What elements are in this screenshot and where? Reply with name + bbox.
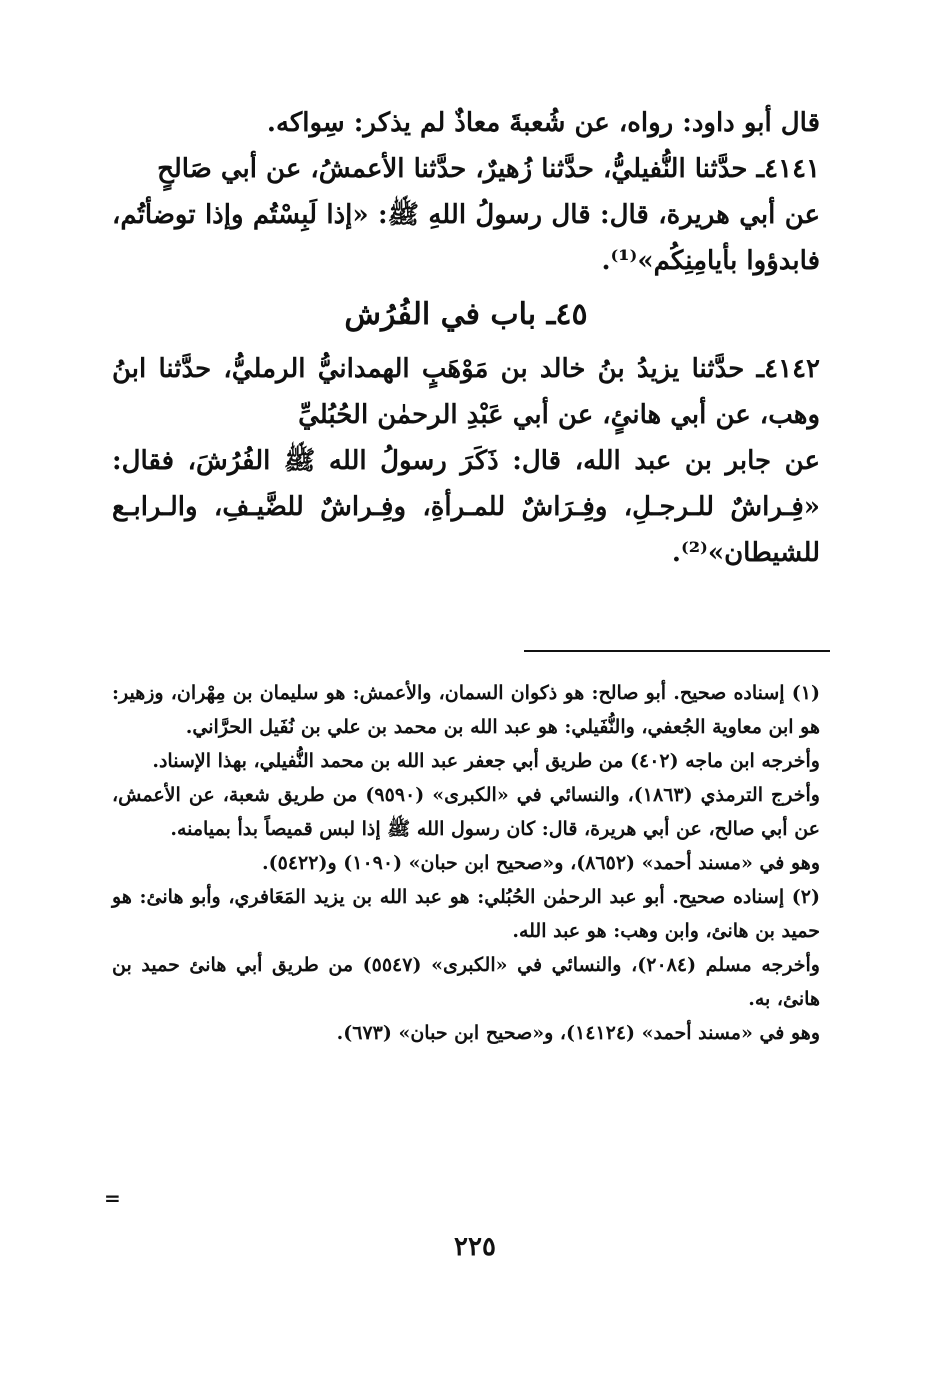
text-line: ٤١٤١ـ حدَّثنا النُّفيليُّ، حدَّثنا زُهيرٌ، حدَّثنا الأعمشُ، عن أبي صَالحٍ	[157, 154, 820, 184]
text-line: عن أبي هريرة، قال: قال رسولُ اللهِ ﷺ: «إذا لَبِسْتُم وإذا توضأتُم، فابدؤوا بأيامِنِكُم»⁽¹⁾.	[112, 200, 820, 276]
footnote-separator	[524, 650, 830, 652]
chapter-title: ٤٥ـ باب في الفُرُش	[344, 297, 588, 332]
footnote-paragraph: (٢) إسناده صحيح. أبو عبد الرحمٰن الحُبُلي: هو عبد الله بن يزيد المَعَافري، وأبو هانئ: هو حميد بن هانئ، وابن وهب: هو عبد الله.	[112, 886, 820, 942]
footnotes	[112, 676, 820, 1050]
hadith-paragraph: عن جابر بن عبد الله، قال: ذَكَرَ رسولُ الله ﷺ الفُرُشَ، فقال: «فِـراشٌ للـرجـلِ، وفِـرَاشٌ للمـرأةِ، وفِـراشٌ للضَّيـفِ، والـرابـع للشيطان»⁽²⁾.	[112, 446, 820, 568]
footnote-paragraph: وأخرجه ابن ماجه (٤٠٢) من طريق أبي جعفر عبد الله بن محمد النُّفيلي، بهذا الإسناد.	[152, 750, 820, 772]
continuation-mark: =	[104, 1186, 121, 1210]
footnote-paragraph: (١) إسناده صحيح. أبو صالح: هو ذكوان السمان، والأعمش: هو سليمان بن مِهْران، وزهير: هو ابن معاوية الجُعفي، والنُّفَيلي: هو عبد الله بن محمد بن علي بن نُفَيل الحرَّاني.	[112, 682, 820, 738]
footnote-paragraph: وهو في «مسند أحمد» (٨٦٥٢)، و«صحيح ابن حبان» (١٠٩٠) و(٥٤٢٢).	[262, 852, 820, 874]
hadith-paragraph: ٤١٤٢ـ حدَّثنا يزيدُ بنُ خالد بن مَوْهَبٍ الهمدانيُّ الرمليُّ، حدَّثنا ابنُ وهب، عن أبي هانئٍ، عن أبي عَبْدِ الرحمٰن الحُبُليِّ	[112, 354, 820, 430]
footnote-paragraph: وأخرج الترمذي (١٨٦٣)، والنسائي في «الكبرى» (٩٥٩٠) من طريق شعبة، عن الأعمش، عن أبي صالح، عن أبي هريرة، قال: كان رسول الله ﷺ إذا لبس قميصاً بدأ بميامنه.	[112, 784, 820, 840]
page-number: ٢٢٥	[454, 1232, 496, 1262]
footnote-paragraph: وهو في «مسند أحمد» (١٤١٢٤)، و«صحيح ابن حبان» (٦٧٣).	[336, 1022, 820, 1044]
text-line: قال أبو داود: رواه، عن شُعبةَ معاذٌ لم يذكر: سِواكه.	[266, 108, 820, 138]
main-text	[112, 100, 820, 576]
footnote-paragraph: وأخرجه مسلم (٢٠٨٤)، والنسائي في «الكبرى» (٥٥٤٧) من طريق أبي هانئ حميد بن هانئ، به.	[112, 954, 820, 1010]
